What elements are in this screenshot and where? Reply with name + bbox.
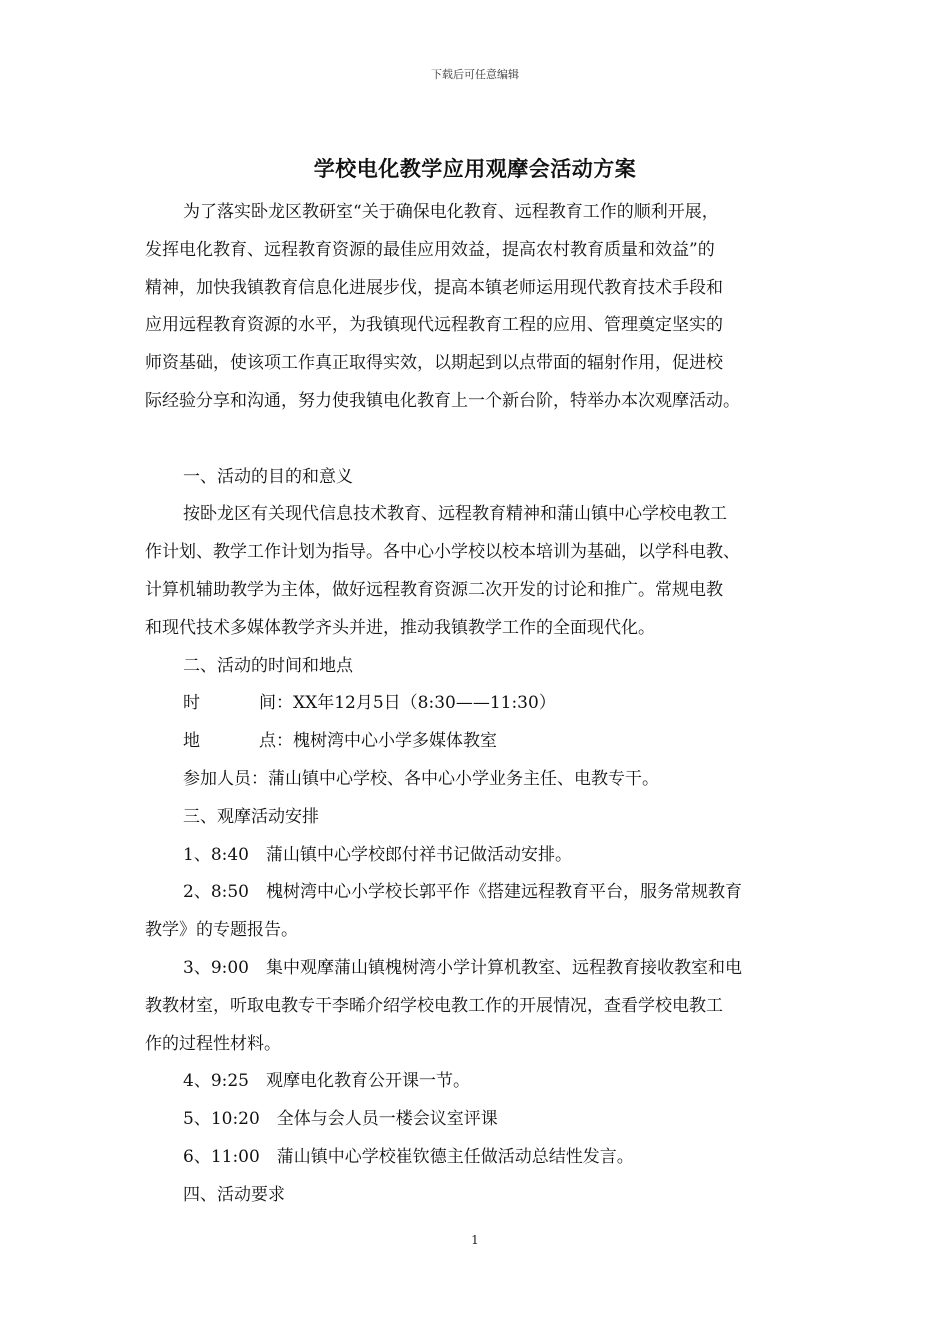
schedule-item-3-line-1: 3、9:00 集中观摩蒲山镇槐树湾小学计算机教室、远程教育接收教室和电	[183, 957, 742, 978]
schedule-item-2-line-1: 2、8:50 槐树湾中心小学校长郭平作《搭建远程教育平台，服务常规教育	[183, 882, 742, 903]
purpose-line: 按卧龙区有关现代信息技术教育、远程教育精神和蒲山镇中心学校电教工	[183, 504, 727, 525]
section-heading-time-place: 二、活动的时间和地点	[183, 655, 353, 676]
schedule-item-3-line-3: 作的过程性材料。	[145, 1033, 281, 1054]
intro-line: 际经验分享和沟通，努力使我镇电化教育上一个新台阶，特举办本次观摩活动。	[145, 390, 740, 411]
schedule-item-4: 4、9:25 观摩电化教育公开课一节。	[183, 1071, 470, 1092]
time-label-a: 时	[183, 693, 200, 714]
schedule-item-1: 1、8:40 蒲山镇中心学校郎付祥书记做活动安排。	[183, 844, 572, 865]
time-label-b: 间：	[259, 693, 293, 714]
intro-line: 发挥电化教育、远程教育资源的最佳应用效益，提高农村教育质量和效益”的	[145, 239, 715, 260]
schedule-item-5: 5、10:20 全体与会人员一楼会议室评课	[183, 1109, 498, 1130]
place-row	[145, 723, 815, 761]
time-row	[145, 685, 815, 723]
purpose-line: 计算机辅助教学为主体，做好远程教育资源二次开发的讨论和推广。常规电教	[145, 579, 723, 600]
time-value: XX年12月5日（8:30——11:30）	[293, 693, 556, 714]
intro-line: 师资基础，使该项工作真正取得实效，以期起到以点带面的辐射作用，促进校	[145, 353, 723, 374]
place-label-b: 点：	[259, 731, 293, 752]
page-number: 1	[471, 1233, 479, 1247]
section-heading-schedule: 三、观摩活动安排	[183, 806, 319, 827]
place-label-a: 地	[183, 731, 200, 752]
intro-line: 应用远程教育资源的水平，为我镇现代远程教育工程的应用、管理奠定坚实的	[145, 315, 723, 336]
schedule-item-3-line-2: 教教材室，听取电教专干李晞介绍学校电教工作的开展情况，查看学校电教工	[145, 995, 723, 1016]
section-heading-purpose: 一、活动的目的和意义	[183, 466, 353, 487]
purpose-line: 和现代技术多媒体教学齐头并进，推动我镇教学工作的全面现代化。	[145, 617, 655, 638]
participants-line: 参加人员：蒲山镇中心学校、各中心小学业务主任、电教专干。	[183, 768, 659, 789]
intro-line: 为了落实卧龙区教研室“关于确保电化教育、远程教育工作的顺利开展，	[183, 202, 719, 222]
schedule-item-2-line-2: 教学》的专题报告。	[145, 920, 298, 941]
paragraph-gap	[145, 421, 815, 459]
intro-line: 精神，加快我镇教育信息化进展步伐，提高本镇老师运用现代教育技术手段和	[145, 277, 723, 298]
purpose-line: 作计划、教学工作计划为指导。各中心小学校以校本培训为基础，以学科电教、	[145, 542, 740, 563]
document-title: 学校电化教学应用观摩会活动方案	[313, 156, 637, 181]
schedule-item-6: 6、11:00 蒲山镇中心学校崔钦德主任做活动总结性发言。	[183, 1146, 634, 1167]
header-note: 下载后可任意编辑	[431, 68, 519, 81]
section-heading-requirements: 四、活动要求	[183, 1184, 285, 1205]
place-value: 槐树湾中心小学多媒体教室	[293, 731, 497, 752]
document-body	[145, 194, 815, 1215]
